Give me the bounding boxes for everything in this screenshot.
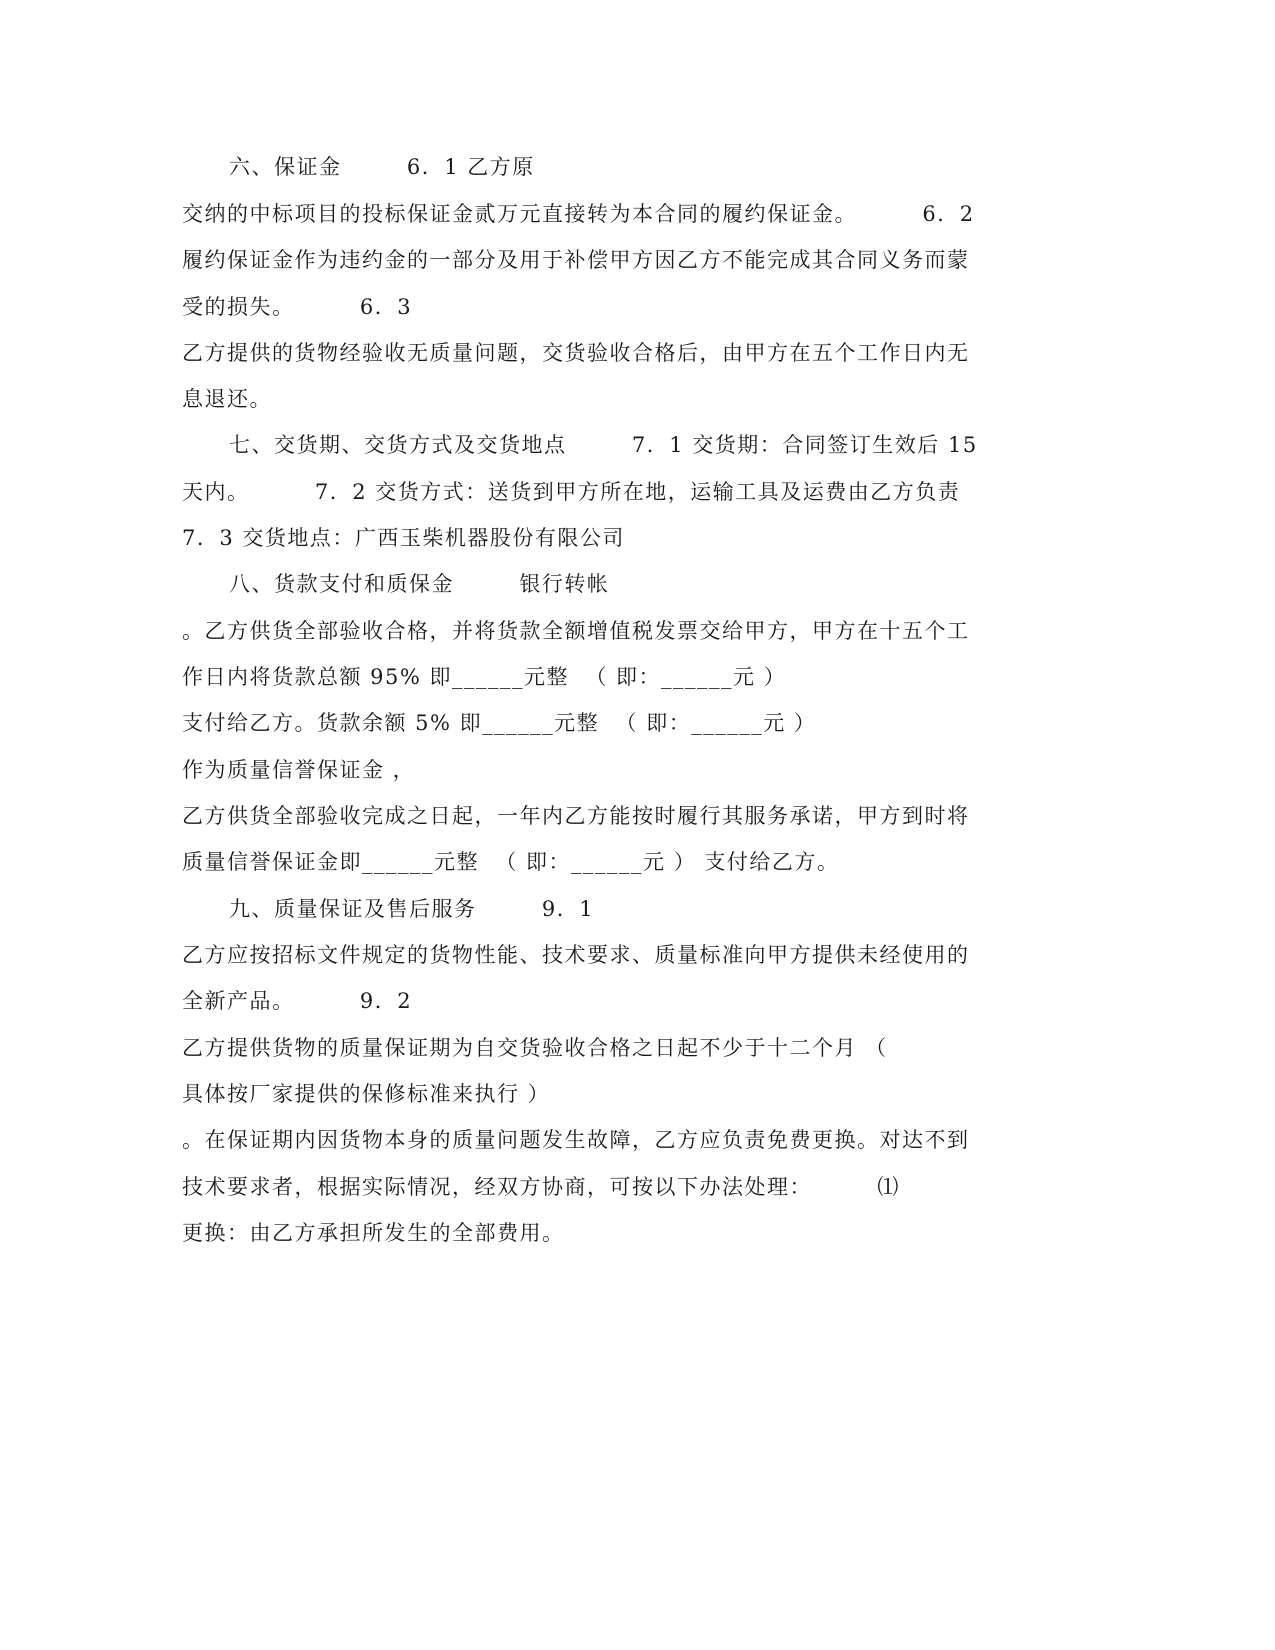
text-line: 天内。 7．2 交货方式：送货到甲方所在地，运输工具及运费由乙方负责 [182, 480, 961, 504]
text-line: 履约保证金作为违约金的一部分及用于补偿甲方因乙方不能完成其合同义务而蒙 [182, 248, 970, 272]
text-line: 更换：由乙方承担所发生的全部费用。 [182, 1221, 565, 1245]
text-line: 技术要求者，根据实际情况，经双方协商，可按以下办法处理： ⑴ [182, 1175, 900, 1199]
text-line: 作日内将货款总额 95% 即______元整 （ 即：______元 ） [182, 665, 787, 689]
text-line: 交纳的中标项目的投标保证金贰万元直接转为本合同的履约保证金。 6．2 [182, 202, 975, 226]
text-line: 全新产品。 9．2 [182, 989, 413, 1013]
text-line: 作为质量信誉保证金 ， [182, 758, 416, 782]
text-line: 。在保证期内因货物本身的质量问题发生故障，乙方应负责免费更换。对达不到 [182, 1128, 970, 1152]
text-line: 乙方供货全部验收完成之日起，一年内乙方能按时履行其服务承诺，甲方到时将 [182, 804, 970, 828]
text-line: 支付给乙方。货款余额 5% 即______元整 （ 即：______元 ） [182, 711, 817, 735]
text-line: 乙方提供货物的质量保证期为自交货验收合格之日起不少于十二个月 （ [182, 1036, 888, 1060]
text-line: 乙方应按招标文件规定的货物性能、技术要求、质量标准向甲方提供未经使用的 [182, 943, 970, 967]
text-line: 7．3 交货地点：广西玉柴机器股份有限公司 [182, 526, 625, 550]
section-9-heading: 九、质量保证及售后服务 9．1 [229, 897, 595, 921]
text-line: 受的损失。 6．3 [182, 295, 413, 319]
text-line: 质量信誉保证金即______元整 （ 即：______元 ） 支付给乙方。 [182, 850, 840, 874]
text-line: 具体按厂家提供的保修标准来执行 ） [182, 1082, 551, 1106]
text-line: 。乙方供货全部验收合格，并将货款全额增值税发票交给甲方，甲方在十五个工 [182, 619, 970, 643]
section-8-heading: 八、货款支付和质保金 银行转帐 [229, 572, 610, 596]
text-line: 乙方提供的货物经验收无质量问题，交货验收合格后，由甲方在五个工作日内无 [182, 341, 970, 365]
section-6-heading: 六、保证金 6．1 乙方原 [229, 155, 535, 179]
text-line: 息退还。 [182, 387, 272, 411]
section-7-heading: 七、交货期、交货方式及交货地点 7．1 交货期：合同签订生效后 15 [229, 433, 978, 457]
